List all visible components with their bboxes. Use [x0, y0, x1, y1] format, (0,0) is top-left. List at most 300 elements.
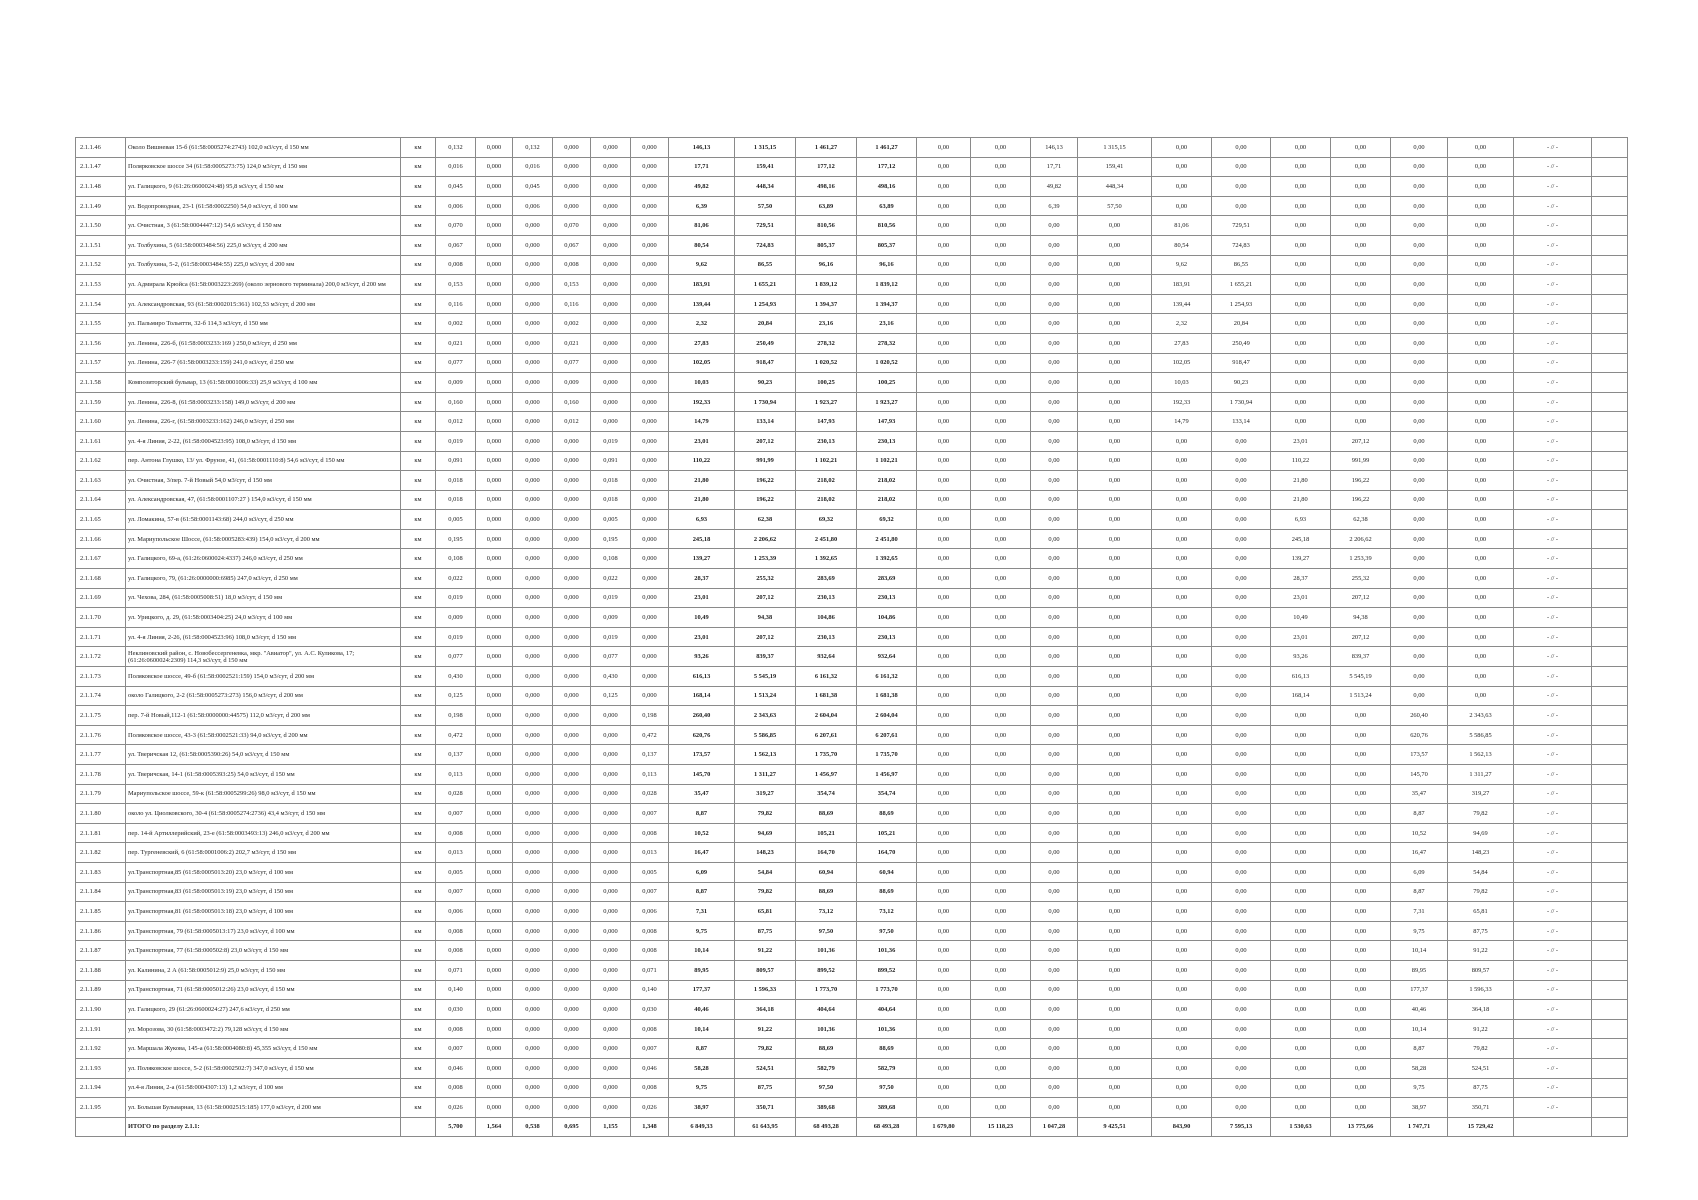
table-row: [76, 138, 1628, 158]
value-cell: 0,000: [513, 333, 553, 353]
value-cell: 0,00: [1212, 1078, 1271, 1098]
item-number: 2.1.1.88: [76, 960, 126, 980]
value-cell: 0,00: [1152, 902, 1212, 922]
value-cell: 0,000: [513, 1000, 553, 1020]
value-cell: 5 545,19: [1331, 667, 1391, 687]
value-cell: 0,000: [513, 980, 553, 1000]
value-cell: 0,00: [917, 941, 971, 961]
value-cell: 0,021: [553, 333, 591, 353]
value-cell: 0,008: [631, 1019, 669, 1039]
empty-cell: [1592, 510, 1628, 530]
value-cell: 0,000: [631, 196, 669, 216]
value-cell: 183,91: [669, 275, 735, 295]
value-cell: 0,008: [631, 823, 669, 843]
value-cell: 0,00: [1448, 255, 1514, 275]
value-cell: 173,57: [1391, 745, 1448, 765]
value-cell: 6,09: [669, 862, 735, 882]
item-description: ул. Маршала Жукова, 145-а (61:58:0004080:8) 45,355 м3/сут, d 150 мм: [126, 1039, 401, 1059]
value-cell: 0,00: [1391, 490, 1448, 510]
item-number: 2.1.1.91: [76, 1019, 126, 1039]
value-cell: 0,018: [436, 490, 476, 510]
value-cell: 0,000: [476, 314, 513, 334]
item-number: 2.1.1.54: [76, 294, 126, 314]
value-cell: 0,000: [553, 784, 591, 804]
ditto-cell: - // -: [1514, 431, 1592, 451]
value-cell: 0,00: [1448, 275, 1514, 295]
value-cell: 1 839,12: [857, 275, 917, 295]
value-cell: 0,000: [553, 588, 591, 608]
value-cell: 6,39: [669, 196, 735, 216]
value-cell: 0,00: [1078, 1019, 1152, 1039]
value-cell: 0,000: [591, 706, 631, 726]
value-cell: 0,005: [591, 510, 631, 530]
value-cell: 1 730,94: [735, 392, 796, 412]
value-cell: 0,00: [917, 667, 971, 687]
value-cell: 21,80: [669, 490, 735, 510]
value-cell: 0,00: [1391, 177, 1448, 197]
ditto-cell: - // -: [1514, 490, 1592, 510]
value-cell: 991,99: [735, 451, 796, 471]
value-cell: 0,00: [1271, 921, 1331, 941]
value-cell: 0,00: [1448, 608, 1514, 628]
value-cell: 0,00: [971, 862, 1031, 882]
value-cell: 23,01: [669, 431, 735, 451]
value-cell: 168,14: [1271, 686, 1331, 706]
value-cell: 27,83: [669, 333, 735, 353]
value-cell: 0,00: [971, 667, 1031, 687]
item-number: 2.1.1.90: [76, 1000, 126, 1020]
value-cell: 0,000: [476, 745, 513, 765]
ditto-cell: - // -: [1514, 216, 1592, 236]
unit-cell: км: [401, 1078, 436, 1098]
value-cell: 250,49: [1212, 333, 1271, 353]
empty-cell: [1592, 960, 1628, 980]
value-cell: 0,00: [1212, 960, 1271, 980]
value-cell: 0,00: [1448, 157, 1514, 177]
value-cell: 0,000: [553, 510, 591, 530]
value-cell: 0,000: [513, 706, 553, 726]
value-cell: 0,137: [631, 745, 669, 765]
unit-cell: км: [401, 177, 436, 197]
item-number: 2.1.1.81: [76, 823, 126, 843]
value-cell: 0,00: [1031, 275, 1078, 295]
value-cell: 0,012: [553, 412, 591, 432]
value-cell: 620,76: [669, 725, 735, 745]
value-cell: 278,32: [857, 333, 917, 353]
value-cell: 0,000: [553, 1058, 591, 1078]
empty-cell: [1592, 333, 1628, 353]
value-cell: 0,00: [1031, 216, 1078, 236]
value-cell: 2 343,63: [735, 706, 796, 726]
value-cell: 0,000: [476, 157, 513, 177]
value-cell: 94,69: [735, 823, 796, 843]
value-cell: 0,002: [436, 314, 476, 334]
empty-cell: [1592, 294, 1628, 314]
value-cell: 0,000: [513, 314, 553, 334]
value-cell: 0,00: [917, 921, 971, 941]
item-number: 2.1.1.50: [76, 216, 126, 236]
value-cell: 38,97: [1391, 1098, 1448, 1118]
value-cell: 0,000: [513, 431, 553, 451]
value-cell: 0,00: [1271, 745, 1331, 765]
empty-cell: [1592, 745, 1628, 765]
value-cell: 0,000: [513, 569, 553, 589]
value-cell: 0,000: [591, 1058, 631, 1078]
value-cell: 0,00: [1152, 490, 1212, 510]
value-cell: 88,69: [796, 1039, 857, 1059]
value-cell: 49,82: [1031, 177, 1078, 197]
value-cell: 100,25: [796, 373, 857, 393]
value-cell: 0,00: [1031, 745, 1078, 765]
value-cell: 21,80: [1271, 471, 1331, 491]
value-cell: 0,005: [436, 862, 476, 882]
value-cell: 0,132: [513, 138, 553, 158]
value-cell: 0,000: [553, 804, 591, 824]
ditto-cell: - // -: [1514, 235, 1592, 255]
value-cell: 0,00: [1031, 667, 1078, 687]
value-cell: 17,71: [669, 157, 735, 177]
value-cell: 0,000: [553, 157, 591, 177]
value-cell: 0,00: [1152, 667, 1212, 687]
value-cell: 0,00: [971, 138, 1031, 158]
value-cell: 0,077: [591, 647, 631, 667]
value-cell: 0,00: [1212, 1058, 1271, 1078]
value-cell: 207,12: [735, 588, 796, 608]
item-number: 2.1.1.46: [76, 138, 126, 158]
value-cell: 0,000: [513, 490, 553, 510]
value-cell: 0,00: [917, 294, 971, 314]
value-cell: 0,00: [1078, 353, 1152, 373]
value-cell: 0,00: [1271, 1098, 1331, 1118]
value-cell: 0,00: [1271, 235, 1331, 255]
value-cell: 0,00: [1271, 333, 1331, 353]
unit-cell: км: [401, 1000, 436, 1020]
ditto-cell: - // -: [1514, 627, 1592, 647]
value-cell: 0,00: [971, 725, 1031, 745]
item-description: пер. Антона Глушко, 13/ ул. Фрунзе, 41, (61:58:0001110:8) 54,6 м3/сут, d 150 мм: [126, 451, 401, 471]
value-cell: 0,00: [1031, 235, 1078, 255]
value-cell: 0,000: [513, 294, 553, 314]
value-cell: 0,000: [476, 1019, 513, 1039]
value-cell: 0,00: [1078, 706, 1152, 726]
item-number: 2.1.1.60: [76, 412, 126, 432]
item-description: ул.4-я Линия, 2-а (61:58:0004307:13) 1,2 м3/сут, d 100 мм: [126, 1078, 401, 1098]
value-cell: 0,000: [553, 725, 591, 745]
item-description: ул. 4-я Линия, 2-26, (61:58:0004523:96) 108,0 м3/сут, d 150 мм: [126, 627, 401, 647]
value-cell: 0,000: [513, 1058, 553, 1078]
value-cell: 0,00: [1331, 765, 1391, 785]
value-cell: 810,56: [796, 216, 857, 236]
empty-cell: [1592, 647, 1628, 667]
value-cell: 0,00: [917, 451, 971, 471]
item-number: 2.1.1.83: [76, 862, 126, 882]
value-cell: 0,00: [1331, 725, 1391, 745]
value-cell: 805,37: [857, 235, 917, 255]
value-cell: 1 253,39: [1331, 549, 1391, 569]
value-cell: 0,026: [436, 1098, 476, 1118]
value-cell: 0,00: [1391, 157, 1448, 177]
value-cell: 65,81: [1448, 902, 1514, 922]
ditto-cell: - // -: [1514, 373, 1592, 393]
value-cell: 918,47: [735, 353, 796, 373]
value-cell: 69,32: [857, 510, 917, 530]
value-cell: 0,000: [476, 804, 513, 824]
value-cell: 62,38: [735, 510, 796, 530]
value-cell: 20,84: [1212, 314, 1271, 334]
value-cell: 9,75: [669, 1078, 735, 1098]
ditto-cell: - // -: [1514, 275, 1592, 295]
value-cell: 0,000: [476, 138, 513, 158]
value-cell: 0,00: [917, 1078, 971, 1098]
value-cell: 218,02: [857, 471, 917, 491]
value-cell: 0,000: [513, 960, 553, 980]
value-cell: 0,00: [1391, 314, 1448, 334]
value-cell: 0,000: [513, 804, 553, 824]
value-cell: 0,00: [1078, 1039, 1152, 1059]
value-cell: 0,00: [971, 431, 1031, 451]
value-cell: 0,00: [1448, 412, 1514, 432]
unit-cell: км: [401, 980, 436, 1000]
value-cell: 1 655,21: [735, 275, 796, 295]
table-body: [76, 138, 1628, 1137]
value-cell: 88,69: [857, 1039, 917, 1059]
value-cell: 0,00: [1448, 529, 1514, 549]
value-cell: 0,000: [553, 882, 591, 902]
value-cell: 0,00: [1152, 569, 1212, 589]
value-cell: 582,79: [796, 1058, 857, 1078]
value-cell: 1 311,27: [735, 765, 796, 785]
value-cell: 0,00: [1031, 1098, 1078, 1118]
value-cell: 91,22: [735, 941, 796, 961]
ditto-cell: - // -: [1514, 255, 1592, 275]
total-value-cell: 9 425,51: [1078, 1117, 1152, 1137]
value-cell: 102,05: [669, 353, 735, 373]
empty-cell: [1592, 686, 1628, 706]
value-cell: 0,00: [1031, 588, 1078, 608]
ditto-cell: - // -: [1514, 823, 1592, 843]
value-cell: 0,000: [476, 490, 513, 510]
value-cell: 0,000: [513, 843, 553, 863]
value-cell: 0,00: [1331, 177, 1391, 197]
ditto-cell: - // -: [1514, 921, 1592, 941]
value-cell: 0,00: [1152, 627, 1212, 647]
value-cell: 0,000: [553, 1039, 591, 1059]
item-description: ул. Урицкого, д. 29, (61:58:0003404:25) 24,0 м3/сут, d 100 мм: [126, 608, 401, 628]
value-cell: 0,00: [1152, 941, 1212, 961]
value-cell: 0,000: [631, 667, 669, 687]
value-cell: 230,13: [796, 627, 857, 647]
value-cell: 524,51: [1448, 1058, 1514, 1078]
value-cell: 0,00: [1078, 255, 1152, 275]
empty-cell: [1514, 1117, 1592, 1137]
ditto-cell: - // -: [1514, 1019, 1592, 1039]
value-cell: 1 681,38: [796, 686, 857, 706]
value-cell: 0,00: [1448, 627, 1514, 647]
value-cell: 183,91: [1152, 275, 1212, 295]
value-cell: 8,87: [1391, 804, 1448, 824]
value-cell: 0,00: [1271, 765, 1331, 785]
value-cell: 0,000: [631, 588, 669, 608]
value-cell: 6,39: [1031, 196, 1078, 216]
value-cell: 0,00: [1391, 235, 1448, 255]
value-cell: 0,005: [436, 510, 476, 530]
value-cell: 0,000: [553, 686, 591, 706]
value-cell: 0,00: [917, 235, 971, 255]
value-cell: 0,00: [1271, 941, 1331, 961]
value-cell: 0,160: [436, 392, 476, 412]
value-cell: 145,70: [1391, 765, 1448, 785]
value-cell: 0,000: [476, 902, 513, 922]
value-cell: 0,00: [1078, 412, 1152, 432]
value-cell: 0,000: [476, 529, 513, 549]
value-cell: 0,00: [1448, 216, 1514, 236]
value-cell: 23,16: [796, 314, 857, 334]
value-cell: 524,51: [735, 1058, 796, 1078]
value-cell: 73,12: [796, 902, 857, 922]
item-description: Около Вишневая 15-б (61:58:0005274:2743) 102,0 м3/сут, d 150 мм: [126, 138, 401, 158]
value-cell: 0,000: [591, 275, 631, 295]
value-cell: 1 254,93: [735, 294, 796, 314]
value-cell: 0,013: [436, 843, 476, 863]
value-cell: 0,00: [1152, 510, 1212, 530]
value-cell: 0,00: [1391, 510, 1448, 530]
value-cell: 0,000: [591, 1078, 631, 1098]
value-cell: 0,00: [1212, 1098, 1271, 1118]
ditto-cell: - // -: [1514, 569, 1592, 589]
value-cell: 0,00: [1031, 804, 1078, 824]
value-cell: 0,021: [436, 333, 476, 353]
value-cell: 0,00: [917, 333, 971, 353]
value-cell: 1 311,27: [1448, 765, 1514, 785]
value-cell: 0,00: [1331, 902, 1391, 922]
empty-cell: [1592, 1098, 1628, 1118]
ditto-cell: - // -: [1514, 882, 1592, 902]
value-cell: 350,71: [735, 1098, 796, 1118]
table-row: [76, 353, 1628, 373]
empty-cell: [1592, 588, 1628, 608]
value-cell: 23,01: [1271, 627, 1331, 647]
value-cell: 0,00: [1078, 549, 1152, 569]
value-cell: 133,14: [1212, 412, 1271, 432]
empty-cell: [401, 1117, 436, 1137]
unit-cell: км: [401, 843, 436, 863]
value-cell: 23,16: [857, 314, 917, 334]
value-cell: 0,00: [917, 412, 971, 432]
value-cell: 0,00: [971, 569, 1031, 589]
value-cell: 0,000: [476, 196, 513, 216]
value-cell: 250,49: [735, 333, 796, 353]
ditto-cell: - // -: [1514, 510, 1592, 530]
ditto-cell: - // -: [1514, 353, 1592, 373]
table-row: [76, 608, 1628, 628]
value-cell: 0,000: [591, 333, 631, 353]
value-cell: 88,69: [796, 882, 857, 902]
value-cell: 105,21: [796, 823, 857, 843]
item-number: 2.1.1.74: [76, 686, 126, 706]
value-cell: 0,00: [1391, 431, 1448, 451]
value-cell: 0,00: [917, 138, 971, 158]
value-cell: 0,00: [1212, 529, 1271, 549]
value-cell: 0,00: [971, 627, 1031, 647]
value-cell: 207,12: [1331, 431, 1391, 451]
value-cell: 0,00: [971, 706, 1031, 726]
value-cell: 0,00: [1448, 138, 1514, 158]
value-cell: 0,000: [553, 196, 591, 216]
value-cell: 9,75: [1391, 921, 1448, 941]
value-cell: 1 020,52: [796, 353, 857, 373]
value-cell: 0,00: [1448, 451, 1514, 471]
item-number: 2.1.1.84: [76, 882, 126, 902]
value-cell: 0,00: [1391, 392, 1448, 412]
empty-cell: [1592, 608, 1628, 628]
item-number: 2.1.1.80: [76, 804, 126, 824]
value-cell: 0,00: [1152, 549, 1212, 569]
value-cell: 0,00: [1331, 353, 1391, 373]
value-cell: 0,00: [1031, 1019, 1078, 1039]
value-cell: 0,00: [1152, 1000, 1212, 1020]
value-cell: 139,27: [669, 549, 735, 569]
value-cell: 0,00: [1331, 823, 1391, 843]
value-cell: 79,82: [1448, 804, 1514, 824]
ditto-cell: - // -: [1514, 980, 1592, 1000]
value-cell: 6 161,32: [857, 667, 917, 687]
value-cell: 6,93: [1271, 510, 1331, 530]
value-cell: 0,00: [1031, 941, 1078, 961]
value-cell: 0,00: [1152, 1098, 1212, 1118]
value-cell: 0,000: [553, 941, 591, 961]
ditto-cell: - // -: [1514, 138, 1592, 158]
empty-cell: [1592, 882, 1628, 902]
unit-cell: км: [401, 706, 436, 726]
value-cell: 81,06: [1152, 216, 1212, 236]
value-cell: 0,00: [917, 843, 971, 863]
item-number: 2.1.1.87: [76, 941, 126, 961]
value-cell: 0,00: [1212, 451, 1271, 471]
item-description: пер. 14-й Артиллерийский, 23-е (61:58:0003493:13) 246,0 м3/сут, d 200 мм: [126, 823, 401, 843]
value-cell: 90,23: [735, 373, 796, 393]
value-cell: 93,26: [669, 647, 735, 667]
empty-cell: [1592, 451, 1628, 471]
value-cell: 0,000: [476, 333, 513, 353]
value-cell: 0,00: [917, 373, 971, 393]
value-cell: 0,00: [1331, 804, 1391, 824]
value-cell: 16,47: [669, 843, 735, 863]
table-row: [76, 431, 1628, 451]
value-cell: 5 586,85: [1448, 725, 1514, 745]
ditto-cell: - // -: [1514, 451, 1592, 471]
value-cell: 21,80: [669, 471, 735, 491]
value-cell: 0,000: [513, 745, 553, 765]
value-cell: 0,00: [971, 686, 1031, 706]
value-cell: 0,00: [1391, 138, 1448, 158]
value-cell: 0,000: [513, 510, 553, 530]
value-cell: 255,32: [735, 569, 796, 589]
value-cell: 283,69: [857, 569, 917, 589]
value-cell: 0,00: [1448, 549, 1514, 569]
unit-cell: км: [401, 353, 436, 373]
value-cell: 0,026: [631, 1098, 669, 1118]
ditto-cell: - // -: [1514, 333, 1592, 353]
value-cell: 0,00: [1031, 882, 1078, 902]
ditto-cell: - // -: [1514, 706, 1592, 726]
value-cell: 0,000: [513, 529, 553, 549]
value-cell: 0,000: [631, 255, 669, 275]
table-row: [76, 765, 1628, 785]
item-description: ул. Толбухина, 5-2, (61:58:0003484:55) 225,0 м3/сут, d 200 мм: [126, 255, 401, 275]
value-cell: 0,00: [971, 784, 1031, 804]
value-cell: 0,00: [1078, 392, 1152, 412]
value-cell: 90,23: [1212, 373, 1271, 393]
